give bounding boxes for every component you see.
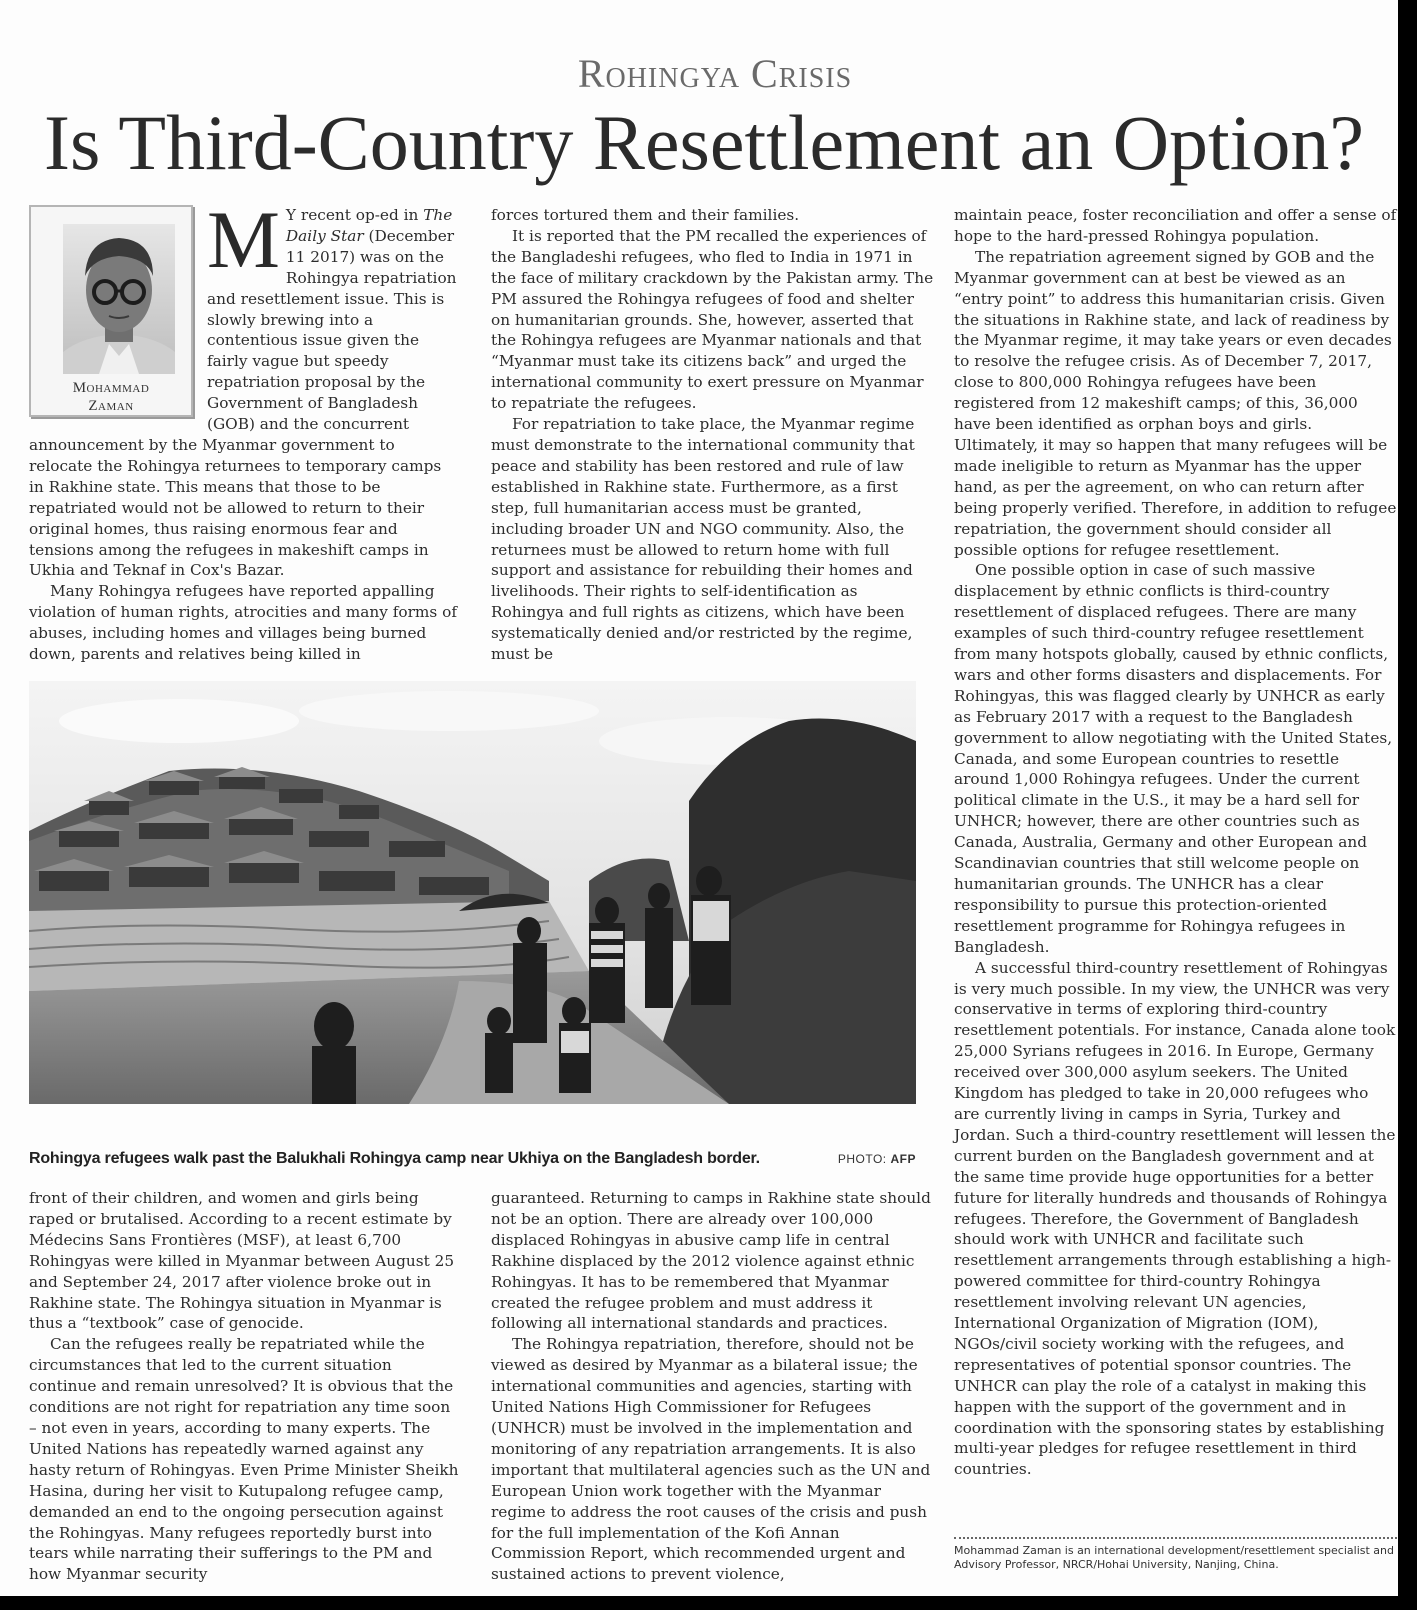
column-2-bottom [491,1188,934,1585]
column-2-top [491,205,934,665]
paragraph: It is reported that the PM recalled the experiences of the Bangladeshi refugees, who fled to India in 1971 in the face of military crackdown by the Pakistan army. The PM assured the Rohingya refugees of food and shelter on humanitarian grounds. She, however, asserted that the Rohingya refugees are Myanmar nationals and that “Myanmar must take its citizens back” and urged the international community to exert pressure on Myanmar to repatriate the refugees. [491,226,934,413]
refugee-camp-photo-icon [29,681,916,1104]
caption-text: Rohingya refugees walk past the Balukhali Rohingya camp near Ukhiya on the Bangladesh border. [29,1150,760,1167]
photo-credit: PHOTO: AFP [837,1152,916,1166]
paragraph: Can the refugees really be repatriated while the circumstances that led to the current situation continue and remain unresolved? It is obvious that the conditions are not right for repatriation any time soon – not even in years, according to many experts. The United Nations has repeatedly warned against any hasty return of Rohingyas. Even Prime Minister Sheikh Hasina, during her visit to Kutupalong refugee camp, demanded an end to the ongoing persecution against the Rohingyas. Many refugees reportedly burst into tears while narrating their sufferings to the PM and how Myanmar security [29,1335,459,1584]
column-1-bottom [29,1188,459,1585]
paragraph: forces tortured them and their families. [491,206,800,224]
author-name: Mohammad Zaman [72,380,150,414]
section-kicker: Rohingya Crisis [577,51,853,96]
paragraph: The repatriation agreement signed by GOB and the Myanmar government can at best be viewed as an “entry point” to address this humanitarian crisis. Given the situations in Rakhine state, and lack of readiness by the Myanmar regime, it may take years or even decades to resolve the refugee crisis. As of December 7, 2017, close to 800,000 Rohingya refugees have been registered from 12 makeshift camps; of this, 36,000 have been identified as orphan boys and girls. Ultimately, it may so happen that many refugees will be made ineligible to return as Myanmar has the upper hand, as per the agreement, on who can return after being properly verified. Therefore, in addition to refugee repatriation, the government should consider all possible options for refugee resettlement. [954,247,1397,559]
headline: Is Third-Country Resettlement an Option? [44,99,1364,186]
column-1-top [29,194,459,665]
paragraph: A successful third-country resettlement of Rohingyas is very much possible. In my view, the UNHCR was very conservative in terms of exploring third-country resettlement potentials. For instance, Canada alone took 25,000 Syrians refugees in 2016. In Europe, Germany received over 300,000 asylum seekers. The United Kingdom has pledged to take in 20,000 refugees who are currently living in camps in Syria, Turkey and Jordan. Such a third-country resettlement will lessen the current burden on the Bangladesh government and at the same time provide huge opportunities for a better future for literally hundreds and thousands of Rohingya refugees. Therefore, the Government of Bangladesh should work with UNHCR and facilitate such resettlement arrangements through establishing a high-powered committee for third-country Rohingya resettlement involving relevant UN agencies, International Organization of Migration (IOM), NGOs/civil society working with the refugees, and representatives of potential sponsor countries. The UNHCR can play the role of a catalyst in making this happen with the support of the government and in coordination with the sponsoring states by establishing multi-year pledges for refugee resettlement in third countries. [954,958,1396,1479]
author-bio: Mohammad Zaman is an international development/resettlement specialist and Advisory Professor, NRCR/Hohai University, Nanjing, China. [954,1544,1394,1571]
bio-divider [954,1537,1397,1539]
paragraph: front of their children, and women and girls being raped or brutalised. According to a recent estimate by Médecins Sans Frontières (MSF), at least 6,700 Rohingyas were killed in Myanmar between August 25 and September 24, 2017 after violence broke out in Rakhine state. The Rohingya situation in Myanmar is thus a “textbook” case of genocide. [29,1189,455,1333]
paragraph: For repatriation to take place, the Myanmar regime must demonstrate to the international community that peace and stability has been restored and rule of law established in Rakhine state. Furthermore, as a first step, full humanitarian access must be granted, including broader UN and NGO community. Also, the returnees must be allowed to return home with full support and assistance for rebuilding their homes and livelihoods. Their rights to self-identification as Rohingya and full rights as citizens, which have been systematically denied and/or restricted by the regime, must be [491,415,915,664]
intro-paragraph: M Y recent op-ed in The Daily Star (December 11 2017) was on the Rohingya repatriation and resettlement issue. This is slowly brewing into a contentious issue given the fairly vague but speedy repatriation proposal by the Government of Bangladesh (GOB) and the concurrent announcement by the Myanmar government to relocate the Rohingya returnees to temporary camps in Rakhine state. This means that those to be repatriated would not be allowed to return to their original homes, thus raising enormous fear and tensions among the refugees in makeshift camps in Ukhia and Teknaf in Cox's Bazar. [29,194,457,580]
paragraph: Many Rohingya refugees have reported appalling violation of human rights, atrocities and many forms of abuses, including homes and villages being burned down, parents and relatives being killed in [29,582,457,664]
paragraph: maintain peace, foster reconciliation and offer a sense of hope to the hard-pressed Rohingya population. [954,206,1397,245]
author-portrait-icon [63,224,175,374]
paragraph: One possible option in case of such massive displacement by ethnic conflicts is third-country resettlement of displaced refugees. There are many examples of such third-country refugee resettlement from many hotspots globally, caused by ethnic conflicts, wars and other forms disasters and displacements. For Rohingyas, this was flagged clearly by UNHCR as early as February 2017 with a request to the Bangladesh government to allow negotiating with the United States, Canada, and some European countries to resettle around 1,000 Rohingya refugees. Under the current political climate in the U.S., it may be a hard sell for UNHCR; however, there are other countries such as Canada, Australia, Germany and other European and Scandinavian countries that still welcome people on humanitarian grounds. The UNHCR has a clear responsibility to pursue this protection-oriented resettlement programme for Rohingya refugees in Bangladesh. [954,561,1393,956]
column-3 [954,205,1398,1480]
author-box [29,205,193,417]
photo-caption [29,1150,916,1168]
paragraph: The Rohingya repatriation, therefore, should not be viewed as desired by Myanmar as a bilateral issue; the international communities and agencies, starting with United Nations High Commissioner for Refugees (UNHCR) must be involved in the implementation and monitoring of any repatriation arrangements. It is also important that multilateral agencies such as the UN and European Union work together with the Myanmar regime to address the root causes of the crisis and push for the full implementation of the Kofi Annan Commission Report, which recommended urgent and sustained actions to prevent violence, [491,1335,931,1584]
paragraph: guaranteed. Returning to camps in Rakhine state should not be an option. There are already over 100,000 displaced Rohingyas in abusive camp life in central Rakhine displaced by the 2012 violence against ethnic Rohingyas. It has to be remembered that Myanmar created the refugee problem and must address it following all international standards and practices. [491,1189,931,1333]
drop-cap: M [207,194,280,285]
publication-name: The Daily Star [285,206,453,245]
